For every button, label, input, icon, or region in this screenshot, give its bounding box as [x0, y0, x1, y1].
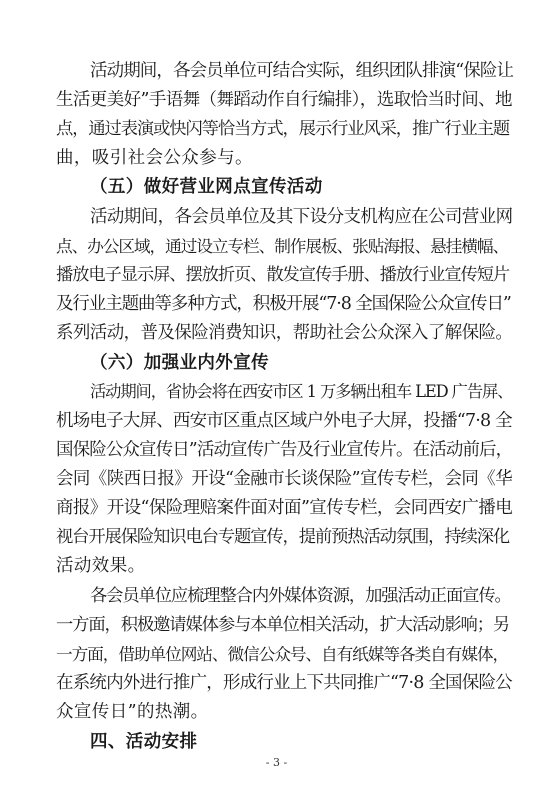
paragraph-line: 商报》开设“保险理赔案件面对面”宣传专栏，会同西安广播电 — [56, 498, 513, 518]
paragraph-line: 在系统内外进行推广，形成行业上下共同推广“7·8 全国保险公 — [56, 673, 512, 693]
paragraph-line: 及行业主题曲等多种方式，积极开展“7·8 全国保险公众宣传日” — [56, 294, 511, 314]
section-heading: （六）加强业内外宣传 — [90, 353, 269, 373]
paragraph-line: 机场电子大屏、西安市区重点区域户外电子大屏，投播“7·8 全 — [56, 411, 512, 431]
paragraph-line: 点，通过表演或快闪等恰当方式，展示行业风采，推广行业主题 — [56, 119, 510, 139]
paragraph-line: 会同《陕西日报》开设“金融市长谈保险”宣传专栏，会同《华 — [56, 469, 513, 489]
section-heading: （五）做好营业网点宣传活动 — [90, 177, 323, 197]
paragraph-line: 播放电子显示屏、摆放折页、散发宣传手册、播放行业宣传短片 — [56, 265, 510, 285]
page-number: - 3 - — [265, 756, 288, 769]
paragraph-line: 一方面，积极邀请媒体参与本单位相关活动，扩大活动影响；另 — [56, 615, 510, 635]
paragraph-line: 曲，吸引社会公众参与。 — [56, 148, 253, 168]
paragraph-line: 活动期间，各会员单位及其下设分支机构应在公司营业网 — [90, 207, 513, 227]
paragraph-line: 众宣传日”的热潮。 — [56, 702, 209, 722]
paragraph-line: 活动效果。 — [56, 556, 146, 576]
paragraph-line: 系列活动，普及保险消费知识，帮助社会公众深入了解保险。 — [56, 323, 513, 343]
section-heading: 四、活动安排 — [90, 732, 198, 752]
paragraph-line: 点、办公区域，通过设立专栏、制作展板、张贴海报、悬挂横幅、 — [56, 236, 509, 256]
paragraph-line: 国保险公众宣传日”活动宣传广告及行业宣传片。在活动前后， — [56, 440, 513, 460]
paragraph-line: 各会员单位应梳理整合内外媒体资源，加强活动正面宣传。 — [90, 586, 511, 606]
paragraph-line: 视台开展保险知识电台专题宣传，提前预热活动氛围，持续深化 — [56, 527, 510, 547]
paragraph-line: 活动期间，各会员单位可结合实际，组织团队排演“保险让 — [90, 61, 514, 81]
paragraph-line: 生活更美好”手语舞（舞蹈动作自行编排），选取恰当时间、地 — [56, 90, 512, 110]
paragraph-line: 活动期间，省协会将在西安市区 1 万多辆出租车 LED 广告屏、 — [90, 382, 513, 401]
paragraph-line: 一方面，借助单位网站、微信公众号、自有纸媒等各类自有媒体， — [56, 644, 509, 664]
